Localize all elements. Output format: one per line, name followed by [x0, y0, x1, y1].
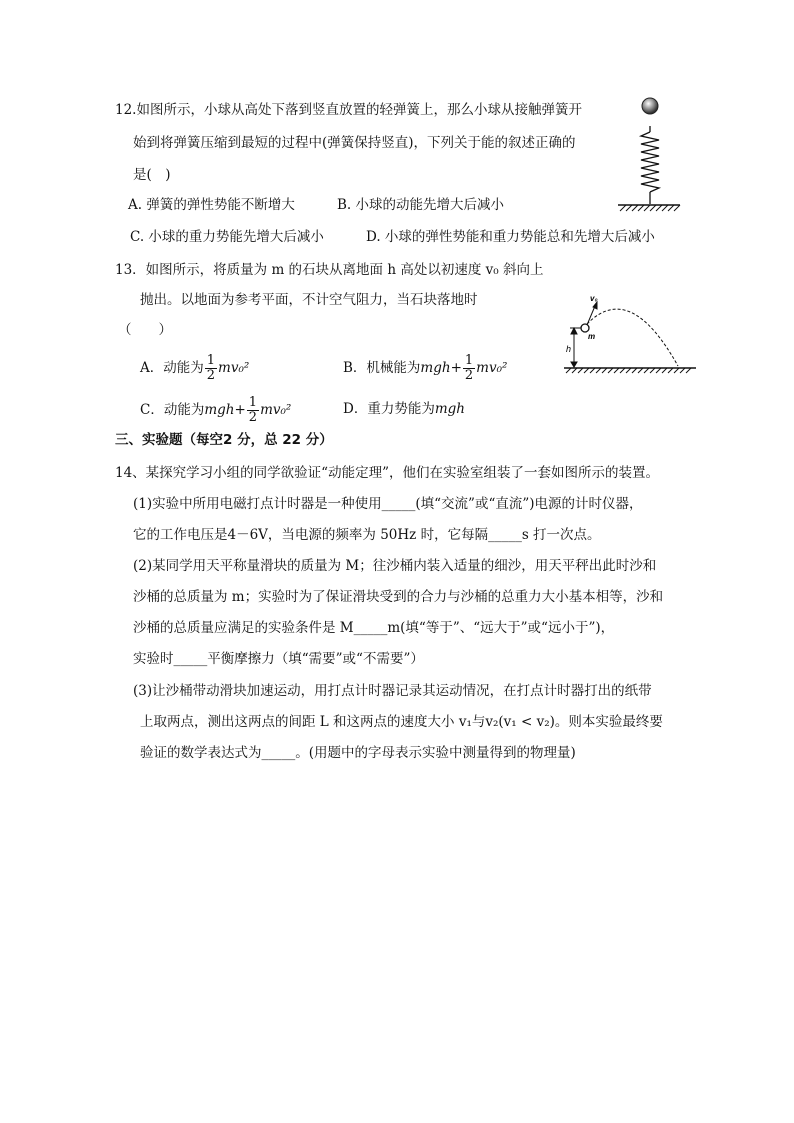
q13-option-a-label: A．动能为 — [140, 360, 204, 376]
ground-icon — [564, 368, 696, 373]
kinetic-term: mv₀² — [218, 360, 250, 376]
plus-sign: + — [234, 402, 246, 418]
height-label: h — [566, 344, 572, 354]
q13-option-d — [343, 399, 465, 419]
q14-part1-line2: 它的工作电压是4－6V，当电源的频率为 50Hz 时，它每隔_____s 打一次点。 — [133, 527, 601, 543]
q14-part3-line2: 上取两点，测出这两点的间距 L 和这两点的速度大小 v₁与v₂(v₁ < v₂)。则本实验最终要 — [140, 714, 663, 730]
q13-stem-line1: 13．如图所示，将质量为 m 的石块从离地面 h 高处以初速度 v₀ 斜向上 — [115, 262, 544, 278]
q12-option-b: B. 小球的动能先增大后减小 — [337, 197, 505, 213]
q13-option-b-label: B．机械能为 — [343, 360, 421, 376]
height-arrow-icon — [570, 328, 582, 367]
plus-sign: + — [450, 360, 462, 376]
trajectory-curve — [587, 309, 678, 366]
q12-option-a: A. 弹簧的弹性势能不断增大 — [128, 197, 295, 213]
potential-term: mgh — [204, 402, 235, 418]
velocity-arrow-icon — [587, 302, 597, 325]
q12-stem-line2: 始到将弹簧压缩到最短的过程中(弹簧保持竖直)，下列关于能的叙述正确的 — [133, 135, 576, 151]
mass-label: m — [588, 332, 596, 341]
fraction-half: $\frac{1}{2}$ — [206, 353, 216, 383]
fraction-half: $\frac{1}{2}$ — [248, 395, 258, 425]
q14-intro: 14、某探究学习小组的同学欲验证“动能定理”，他们在实验室组装了一套如图所示的装置。 — [115, 465, 659, 481]
q14-part2-line3: 沙桶的总质量应满足的实验条件是 M_____m(填“等于”、“远大于”或“远小于”)， — [133, 620, 615, 636]
q13-option-d-label: D．重力势能为 — [343, 401, 435, 417]
stone-icon — [581, 324, 589, 332]
q14-part1-line1: (1)实验中所用电磁打点计时器是一种使用_____(填“交流”或“直流”)电源的计时仪器， — [133, 496, 643, 512]
q13-option-b — [343, 353, 507, 383]
ball-icon — [642, 98, 658, 114]
q14-part2-line2: 沙桶的总质量为 m；实验时为了保证滑块受到的合力与沙桶的总重力大小基本相等，沙和 — [133, 589, 664, 605]
q13-stem-line2: 抛出。以地面为参考平面，不计空气阻力，当石块落地时 — [140, 292, 478, 308]
projectile-figure — [560, 290, 700, 380]
q13-option-c — [140, 395, 291, 425]
q12-option-c: C. 小球的重力势能先增大后减小 — [130, 229, 324, 245]
section-heading: 三、实验题（每空2 分，总 22 分） — [115, 432, 333, 448]
kinetic-term: mv₀² — [476, 360, 508, 376]
fraction-half: $\frac{1}{2}$ — [464, 353, 474, 383]
q14-part3-line1: (3)让沙桶带动滑块加速运动，用打点计时器记录其运动情况，在打点计时器打出的纸带 — [133, 683, 652, 699]
spring-ball-figure — [612, 92, 684, 217]
velocity-label: v₀ — [590, 294, 598, 303]
potential-term: mgh — [420, 360, 451, 376]
q12-stem-line1: 12.如图所示，小球从高处下落到竖直放置的轻弹簧上，那么小球从接触弹簧开 — [115, 102, 582, 118]
q14-part2-line4: 实验时_____平衡摩擦力（填“需要”或“不需要”） — [133, 651, 424, 667]
kinetic-term: mv₀² — [260, 402, 292, 418]
q13-option-c-label: C．动能为 — [140, 402, 205, 418]
q12-option-d: D. 小球的弹性势能和重力势能总和先增大后减小 — [366, 229, 655, 245]
potential-term: mgh — [434, 401, 465, 417]
q12-stem-line3: 是( ) — [133, 167, 171, 183]
spring-icon — [641, 126, 659, 204]
q13-option-a — [140, 353, 249, 383]
ground-icon — [618, 205, 680, 211]
q13-stem-line3: （ ） — [118, 322, 172, 338]
q14-part3-line3: 验证的数学表达式为_____。(用题中的字母表示实验中测量得到的物理量) — [140, 745, 576, 761]
q14-part2-line1: (2)某同学用天平称量滑块的质量为 M；往沙桶内装入适量的细沙，用天平秤出此时沙和 — [133, 558, 657, 574]
